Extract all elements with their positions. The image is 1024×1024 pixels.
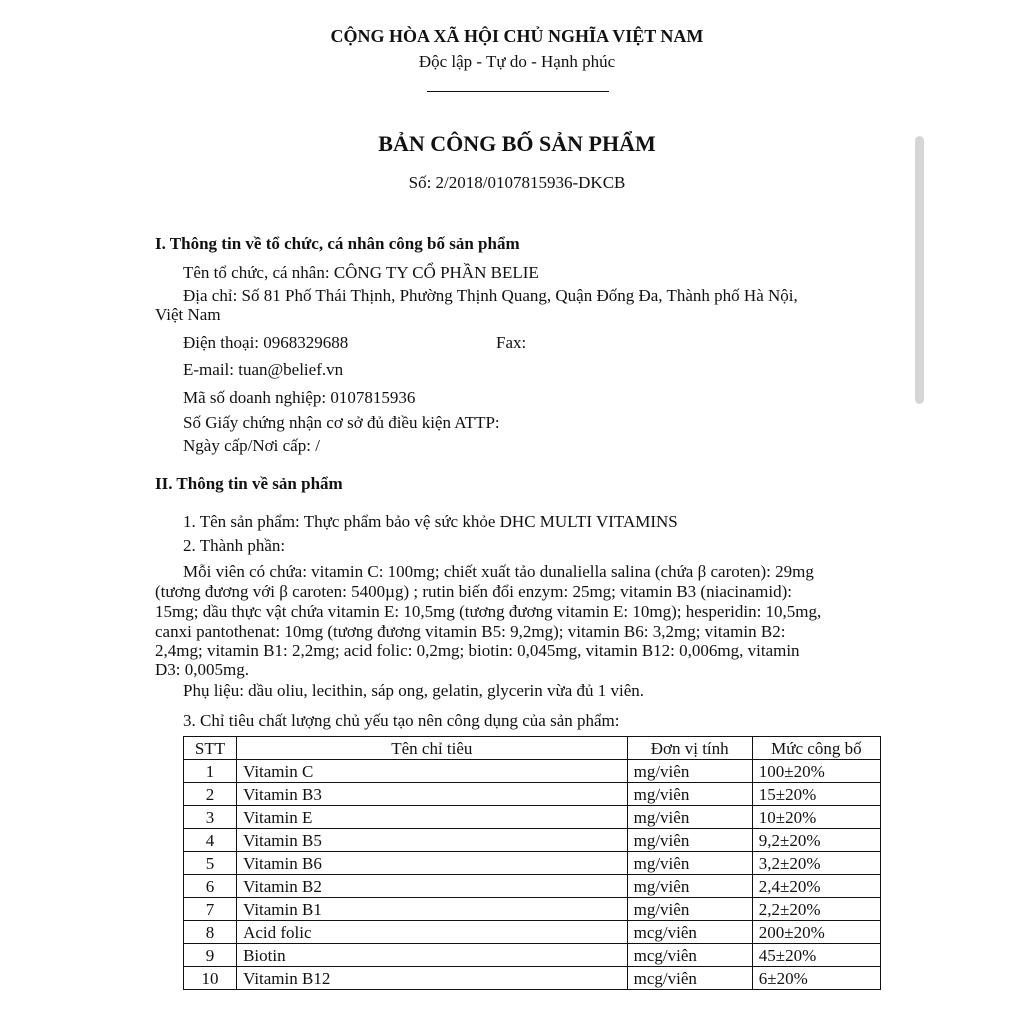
composition-line: 2,4mg; vitamin B1: 2,2mg; acid folic: 0,2mg; biotin: 0,045mg, vitamin B12: 0,006mg, vitamin — [155, 641, 800, 660]
cell-level: 2,4±20% — [752, 875, 880, 898]
product-name: 1. Tên sản phẩm: Thực phẩm bảo vệ sức khỏe DHC MULTI VITAMINS — [183, 512, 678, 531]
cell-name: Acid folic — [237, 921, 628, 944]
cell-level: 15±20% — [752, 783, 880, 806]
cell-level: 2,2±20% — [752, 898, 880, 921]
vertical-scrollbar[interactable] — [915, 136, 924, 404]
quality-table — [183, 736, 881, 990]
cell-unit: mg/viên — [627, 760, 752, 783]
excipients: Phụ liệu: dầu oliu, lecithin, sáp ong, gelatin, glycerin vừa đủ 1 viên. — [183, 681, 645, 700]
certificate: Số Giấy chứng nhận cơ sở đủ điều kiện ATTP: — [183, 413, 500, 432]
table-row — [184, 921, 881, 944]
header-level: Mức công bố — [752, 737, 880, 760]
table-row — [184, 806, 881, 829]
cell-name: Vitamin B5 — [237, 829, 628, 852]
cell-unit: mg/viên — [627, 875, 752, 898]
composition-line: Mỗi viên có chứa: vitamin C: 100mg; chiết xuất tảo dunaliella salina (chứa β caroten): 29mg — [183, 562, 814, 581]
cell-unit: mg/viên — [627, 852, 752, 875]
tax-code: Mã số doanh nghiệp: 0107815936 — [183, 388, 416, 407]
cell-stt: 9 — [184, 944, 237, 967]
table-row — [184, 829, 881, 852]
composition-line: canxi pantothenat: 10mg (tương đương vitamin B5: 9,2mg); vitamin B6: 3,2mg; vitamin B2: — [155, 622, 786, 641]
section-1-heading: I. Thông tin về tổ chức, cá nhân công bố sản phẩm — [155, 234, 520, 253]
header-name: Tên chỉ tiêu — [237, 737, 628, 760]
cell-unit: mcg/viên — [627, 921, 752, 944]
cell-unit: mg/viên — [627, 898, 752, 921]
cell-unit: mcg/viên — [627, 944, 752, 967]
cell-stt: 3 — [184, 806, 237, 829]
cell-name: Vitamin C — [237, 760, 628, 783]
cell-level: 6±20% — [752, 967, 880, 990]
cell-unit: mg/viên — [627, 806, 752, 829]
table-row — [184, 967, 881, 990]
divider — [427, 91, 609, 92]
fax: Fax: — [496, 333, 527, 352]
table-row — [184, 875, 881, 898]
cell-unit: mg/viên — [627, 783, 752, 806]
nation-title: CỘNG HÒA XÃ HỘI CHỦ NGHĨA VIỆT NAM — [330, 26, 704, 46]
issue-info: Ngày cấp/Nơi cấp: / — [183, 436, 320, 455]
cell-name: Vitamin B12 — [237, 967, 628, 990]
cell-level: 45±20% — [752, 944, 880, 967]
composition-line: D3: 0,005mg. — [155, 660, 249, 679]
cell-stt: 7 — [184, 898, 237, 921]
cell-name: Vitamin B6 — [237, 852, 628, 875]
header-unit: Đơn vị tính — [627, 737, 752, 760]
cell-unit: mg/viên — [627, 829, 752, 852]
cell-stt: 1 — [184, 760, 237, 783]
cell-level: 100±20% — [752, 760, 880, 783]
cell-level: 9,2±20% — [752, 829, 880, 852]
table-row — [184, 852, 881, 875]
composition-line: (tương đương với β caroten: 5400µg) ; rutin biến đổi enzym: 25mg; vitamin B3 (niacinamid): — [155, 582, 793, 601]
cell-stt: 2 — [184, 783, 237, 806]
page-title: BẢN CÔNG BỐ SẢN PHẨM — [378, 131, 656, 156]
cell-stt: 5 — [184, 852, 237, 875]
email: E-mail: tuan@belief.vn — [183, 360, 344, 379]
quality-heading: 3. Chỉ tiêu chất lượng chủ yếu tạo nên công dụng của sản phẩm: — [183, 711, 620, 730]
cell-stt: 6 — [184, 875, 237, 898]
composition-heading: 2. Thành phần: — [183, 536, 286, 555]
cell-name: Vitamin E — [237, 806, 628, 829]
cell-name: Biotin — [237, 944, 628, 967]
section-2-heading: II. Thông tin về sản phẩm — [155, 474, 343, 493]
cell-level: 200±20% — [752, 921, 880, 944]
composition-line: 15mg; dầu thực vật chứa vitamin E: 10,5mg (tương đương vitamin E: 10mg); hesperidin: 10,5mg, — [155, 602, 822, 621]
cell-unit: mcg/viên — [627, 967, 752, 990]
table-row — [184, 898, 881, 921]
table-header-row — [184, 737, 881, 760]
motto: Độc lập - Tự do - Hạnh phúc — [418, 52, 616, 71]
cell-name: Vitamin B1 — [237, 898, 628, 921]
table-row — [184, 944, 881, 967]
cell-stt: 4 — [184, 829, 237, 852]
cell-level: 10±20% — [752, 806, 880, 829]
cell-level: 3,2±20% — [752, 852, 880, 875]
table-row — [184, 783, 881, 806]
header-stt: STT — [184, 737, 237, 760]
address-line-1: Địa chỉ: Số 81 Phố Thái Thịnh, Phường Thịnh Quang, Quận Đống Đa, Thành phố Hà Nội, — [183, 286, 798, 305]
cell-name: Vitamin B3 — [237, 783, 628, 806]
document-number: Số: 2/2018/0107815936-DKCB — [408, 173, 626, 192]
cell-name: Vitamin B2 — [237, 875, 628, 898]
phone: Điện thoại: 0968329688 — [183, 333, 349, 352]
org-name: Tên tổ chức, cá nhân: CÔNG TY CỔ PHẦN BELIE — [183, 263, 539, 282]
cell-stt: 10 — [184, 967, 237, 990]
table-row — [184, 760, 881, 783]
cell-stt: 8 — [184, 921, 237, 944]
address-line-2: Việt Nam — [155, 305, 221, 324]
